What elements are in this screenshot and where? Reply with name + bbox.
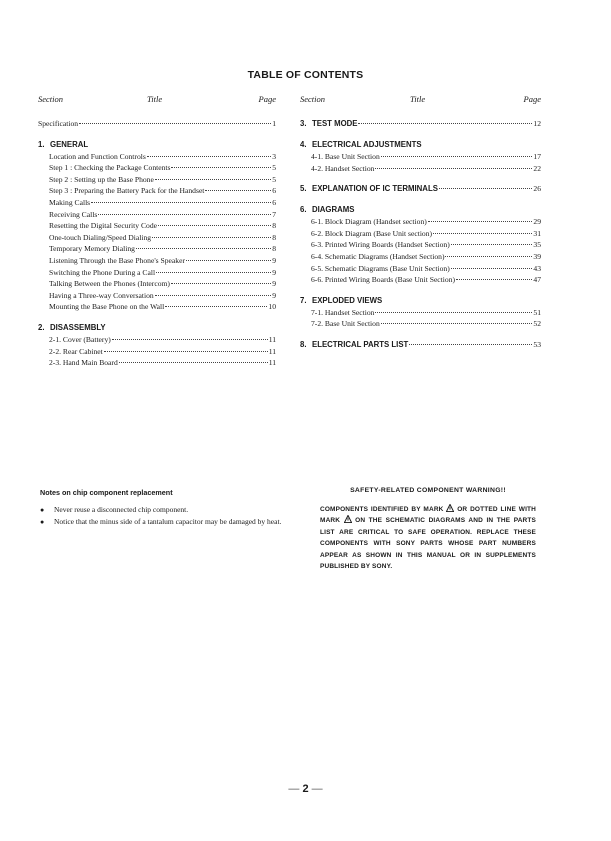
entry-page: 29	[533, 217, 541, 227]
dot-leader	[147, 156, 271, 157]
entry-page: 17	[533, 152, 541, 161]
entry-page: 52	[533, 319, 541, 329]
toc-entry[interactable]	[38, 301, 276, 313]
dot-leader	[136, 248, 271, 249]
note-item	[40, 517, 290, 528]
entry-page: 47	[533, 275, 541, 285]
entry-page: 43	[533, 263, 541, 273]
toc-entry[interactable]	[300, 307, 541, 319]
entry-page: 11	[268, 358, 276, 368]
toc-right-column	[300, 94, 541, 351]
entry-label: 2-1. Cover (Battery)	[49, 334, 111, 344]
section-title: EXPLANATION OF IC TERMINALS	[312, 184, 438, 194]
entry-label: Having a Three-way Conversation	[49, 290, 154, 300]
entry-page: 11	[268, 334, 276, 344]
section-number: 3.	[300, 119, 307, 128]
toc-entry-specification[interactable]	[38, 118, 276, 130]
entry-label: Switching the Phone During a Call	[49, 267, 156, 277]
toc-entry[interactable]	[300, 151, 541, 163]
entry-page: 5	[272, 163, 276, 173]
entry-page: 35	[533, 240, 541, 250]
dot-leader	[375, 168, 532, 169]
entry-label: 6-2. Block Diagram (Base Unit section)	[311, 228, 433, 238]
page-number	[0, 783, 611, 795]
note-text: Notice that the minus side of a tantalum capacitor may be damaged by heat.	[54, 516, 282, 526]
toc-entry[interactable]	[38, 197, 276, 209]
toc-entry[interactable]	[38, 346, 276, 358]
dot-leader	[445, 256, 532, 257]
toc-entry[interactable]	[38, 334, 276, 346]
entry-label: Talking Between the Phones (Intercom)	[49, 279, 170, 289]
dot-leader	[112, 339, 268, 340]
entry-label: Temporary Memory Dialing	[49, 244, 135, 254]
notes-title: Notes on chip component replacement	[40, 488, 173, 497]
section-page: 26	[533, 184, 541, 194]
section-number: 6.	[300, 205, 307, 215]
entry-page: 31	[533, 228, 541, 238]
section-page: 53	[533, 339, 541, 349]
dash-right: —	[311, 783, 323, 795]
dot-leader	[171, 283, 271, 284]
entry-label: Step 1 : Checking the Package Contents	[49, 163, 171, 173]
entry-page: 9	[272, 290, 276, 300]
entry-label: Mounting the Base Phone on the Wall	[49, 302, 165, 312]
entry-label: 6-4. Schematic Diagrams (Handset Section)	[311, 251, 445, 261]
entry-label: Step 3 : Preparing the Battery Pack for the Handset	[49, 186, 205, 196]
dot-leader	[165, 306, 267, 307]
toc-entry[interactable]	[38, 290, 276, 302]
section-title: GENERAL	[50, 139, 89, 149]
toc-entry[interactable]	[38, 220, 276, 232]
entry-page: 9	[272, 267, 276, 277]
section-title: EXPLODED VIEWS	[312, 295, 383, 305]
warning-triangle-icon	[344, 515, 352, 523]
dot-leader	[155, 295, 272, 296]
column-header	[38, 94, 276, 108]
toc-entry[interactable]	[300, 163, 541, 175]
warning-title: SAFETY-RELATED COMPONENT WARNING!!	[350, 487, 506, 494]
entry-page: 10	[268, 302, 276, 312]
dot-leader	[158, 225, 271, 226]
section-number: 5.	[300, 184, 307, 194]
dot-leader	[381, 156, 533, 157]
dot-leader	[156, 272, 271, 273]
entry-label: Resetting the Digital Security Code	[49, 221, 157, 231]
dot-leader	[451, 268, 533, 269]
safety-warning	[320, 487, 536, 572]
entry-label: Location and Function Controls	[49, 151, 146, 161]
header-section: Section	[38, 94, 64, 104]
entry-page: 9	[272, 279, 276, 289]
dot-leader	[91, 202, 271, 203]
warning-text-2: OR DOTTED LINE WITH MARK	[320, 506, 536, 525]
section-number: 7.	[300, 295, 307, 305]
entry-page: 9	[272, 255, 276, 265]
warning-text-1: COMPONENTS IDENTIFIED BY MARK	[320, 506, 444, 513]
entry-page: 22	[533, 163, 541, 173]
toc-entry[interactable]	[300, 239, 541, 251]
dash-left: —	[288, 783, 300, 795]
section-page: 12	[533, 119, 541, 128]
toc-entry[interactable]	[38, 209, 276, 221]
toc-entry[interactable]	[300, 318, 541, 330]
entry-label: Making Calls	[49, 197, 91, 207]
entry-label: One-touch Dialing/Speed Dialing	[49, 232, 152, 242]
toc-entry[interactable]	[38, 232, 276, 244]
toc-entry[interactable]	[38, 255, 276, 267]
section-number: 2.	[38, 322, 45, 332]
dot-leader	[98, 214, 271, 215]
warning-triangle-icon	[446, 504, 454, 512]
entry-label: Listening Through the Base Phone's Speaker	[49, 255, 185, 265]
header-section: Section	[300, 94, 326, 104]
entry-page: 8	[272, 244, 276, 254]
header-page: Page	[258, 94, 276, 104]
section-title: ELECTRICAL PARTS LIST	[312, 339, 409, 349]
toc-entry[interactable]	[38, 243, 276, 255]
header-title: Title	[147, 94, 163, 104]
page-title: TABLE OF CONTENTS	[247, 69, 364, 81]
entry-label: Receiving Calls	[49, 209, 98, 219]
section-title: DISASSEMBLY	[50, 322, 106, 332]
entry-label: 7-2. Base Unit Section	[311, 319, 380, 329]
toc-entry[interactable]	[38, 174, 276, 186]
toc-entry[interactable]	[300, 228, 541, 240]
dot-leader	[152, 237, 271, 238]
entry-label: 7-1. Handset Section	[311, 307, 375, 317]
entry-label: 2-3. Hand Main Board	[49, 358, 118, 368]
dot-leader	[358, 123, 532, 124]
section-heading-ic-terminals[interactable]	[300, 183, 541, 195]
dot-leader	[451, 244, 533, 245]
section-number: 8.	[300, 339, 307, 349]
entry-page: 39	[533, 251, 541, 261]
section-heading-disassembly[interactable]	[38, 322, 276, 334]
warning-text-3: ON THE SCHEMATIC DIAGRAMS AND IN THE PARTS LIST ARE CRITICAL TO SAFE OPERATION. REPLACE THESE COMPONENTS WITH SONY PARTS WHOSE PART NUMBERS APPEAR AS SHOWN IN THIS MANUAL OR IN SUPPLEMENTS PUBLISHED BY SONY.	[320, 517, 536, 571]
section-heading-general[interactable]	[38, 139, 276, 151]
header-page: Page	[523, 94, 541, 104]
entry-page: 8	[272, 221, 276, 231]
section-title: ELECTRICAL ADJUSTMENTS	[312, 140, 422, 149]
section-title: DIAGRAMS	[312, 205, 355, 215]
entry-label: 6-5. Schematic Diagrams (Base Unit Section)	[311, 263, 450, 273]
entry-label: 4-1. Base Unit Section	[311, 152, 380, 161]
toc-entry[interactable]	[38, 185, 276, 197]
section-heading-parts-list[interactable]	[300, 339, 541, 351]
dot-leader	[171, 167, 271, 168]
dot-leader	[205, 190, 271, 191]
toc-entry[interactable]	[300, 216, 541, 228]
toc-entry[interactable]	[38, 151, 276, 163]
dot-leader	[375, 312, 532, 313]
dot-leader	[439, 188, 533, 189]
dot-leader	[104, 351, 268, 352]
entry-page: 8	[272, 232, 276, 242]
chip-replacement-notes	[40, 488, 290, 528]
dot-leader	[428, 221, 533, 222]
entry-label: Specification	[38, 119, 79, 128]
toc-entry[interactable]	[38, 278, 276, 290]
dot-leader	[381, 323, 533, 324]
header-title: Title	[410, 94, 426, 104]
toc-entry[interactable]	[38, 267, 276, 279]
entry-page: 5	[272, 174, 276, 184]
dot-leader	[433, 233, 532, 234]
section-heading-electrical-adjustments[interactable]	[300, 139, 541, 151]
toc-entry[interactable]	[38, 162, 276, 174]
bullet-icon: ●	[40, 506, 45, 514]
dot-leader	[79, 123, 271, 124]
entry-label: 4-2. Handset Section	[311, 163, 375, 173]
toc-entry[interactable]	[300, 263, 541, 275]
entry-label: 2-2. Rear Cabinet	[49, 346, 103, 356]
toc-left-column	[38, 94, 276, 369]
dot-leader	[409, 344, 532, 345]
entry-page: 6	[272, 186, 276, 196]
entry-page: 6	[272, 197, 276, 207]
section-number: 4.	[300, 140, 307, 149]
section-heading-test-mode[interactable]	[300, 118, 541, 130]
warning-body	[320, 504, 536, 572]
page-number-value: 2	[302, 783, 309, 795]
column-header	[300, 94, 541, 108]
entry-label: 6-6. Printed Wiring Boards (Base Unit Section)	[311, 275, 456, 285]
entry-label: 6-3. Printed Wiring Boards (Handset Section)	[311, 240, 450, 250]
note-item	[40, 505, 290, 516]
section-heading-diagrams[interactable]	[300, 204, 541, 216]
entry-page: 51	[533, 307, 541, 317]
dot-leader	[119, 362, 268, 363]
entry-page: 3	[272, 151, 276, 161]
section-heading-exploded-views[interactable]	[300, 295, 541, 307]
entry-page: 7	[272, 209, 276, 219]
note-text: Never reuse a disconnected chip component.	[54, 505, 189, 514]
entry-page: 11	[268, 346, 276, 356]
dot-leader	[155, 179, 271, 180]
entry-page: 1	[272, 119, 276, 128]
entry-label: 6-1. Block Diagram (Handset section)	[311, 217, 427, 227]
section-number: 1.	[38, 139, 45, 149]
toc-entry[interactable]	[38, 357, 276, 369]
toc-entry[interactable]	[300, 251, 541, 263]
dot-leader	[456, 279, 532, 280]
toc-entry[interactable]	[300, 274, 541, 286]
dot-leader	[186, 260, 271, 261]
entry-label: Step 2 : Setting up the Base Phone	[49, 174, 154, 184]
bullet-icon: ●	[40, 517, 45, 526]
section-title: TEST MODE	[312, 119, 358, 128]
